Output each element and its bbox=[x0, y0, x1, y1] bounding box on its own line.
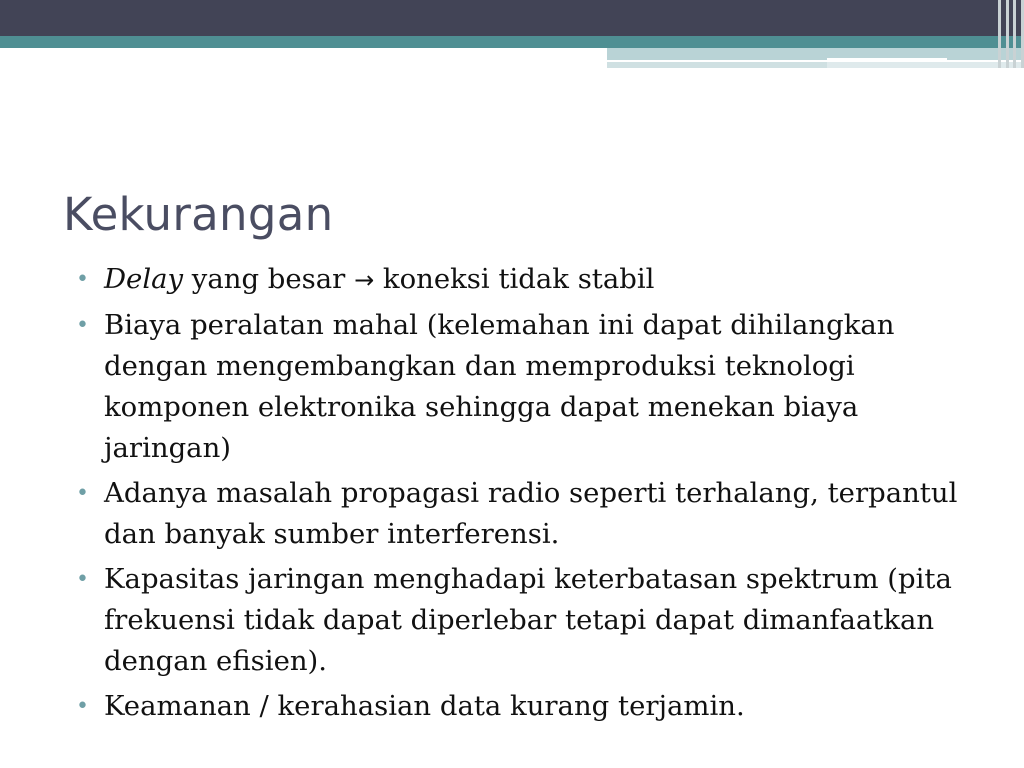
bullet-icon: • bbox=[76, 481, 89, 506]
stripe bbox=[1006, 0, 1009, 68]
header-stripes bbox=[998, 0, 1024, 68]
stripe bbox=[1013, 0, 1016, 68]
header-divider-line bbox=[827, 58, 947, 60]
header-accent-bar bbox=[0, 36, 1024, 48]
bullet-item-propagation bbox=[76, 473, 976, 555]
header-bar bbox=[0, 0, 1024, 36]
bullet-item-delay bbox=[76, 259, 976, 301]
bullet-icon: • bbox=[76, 313, 89, 338]
stripe bbox=[998, 0, 1001, 68]
bullet-text-after: koneksi tidak stabil bbox=[374, 263, 655, 295]
bullet-text: Kapasitas jaringan menghadapi keterbatasan spektrum (pita frekuensi tidak dapat diperlebar tetapi dapat dimanfaatkan dengan efisien). bbox=[104, 563, 952, 677]
bullet-icon: • bbox=[76, 267, 89, 292]
header-light-bar bbox=[607, 48, 1024, 60]
header-light-bar-lower bbox=[607, 62, 827, 68]
slide-title: Kekurangan bbox=[63, 188, 334, 242]
bullet-icon: • bbox=[76, 694, 89, 719]
bullet-emphasis: Delay bbox=[104, 263, 184, 295]
bullet-text: Keamanan / kerahasian data kurang terjamin. bbox=[104, 690, 745, 722]
bullet-item-security bbox=[76, 686, 976, 727]
bullet-text: Biaya peralatan mahal (kelemahan ini dapat dihilangkan dengan mengembangkan dan memproduksi teknologi komponen elektronika sehingga dapat menekan biaya jaringan) bbox=[104, 309, 895, 464]
bullet-icon: • bbox=[76, 567, 89, 592]
bullet-text: yang besar bbox=[183, 263, 355, 295]
bullet-text: Adanya masalah propagasi radio seperti terhalang, terpantul dan banyak sumber interferensi. bbox=[104, 477, 958, 550]
bullet-item-capacity bbox=[76, 559, 976, 682]
header-light-bar-lower-right bbox=[827, 62, 1024, 68]
bullet-item-cost bbox=[76, 305, 976, 469]
bullet-list bbox=[76, 259, 976, 731]
right-arrow-icon: → bbox=[354, 266, 375, 294]
